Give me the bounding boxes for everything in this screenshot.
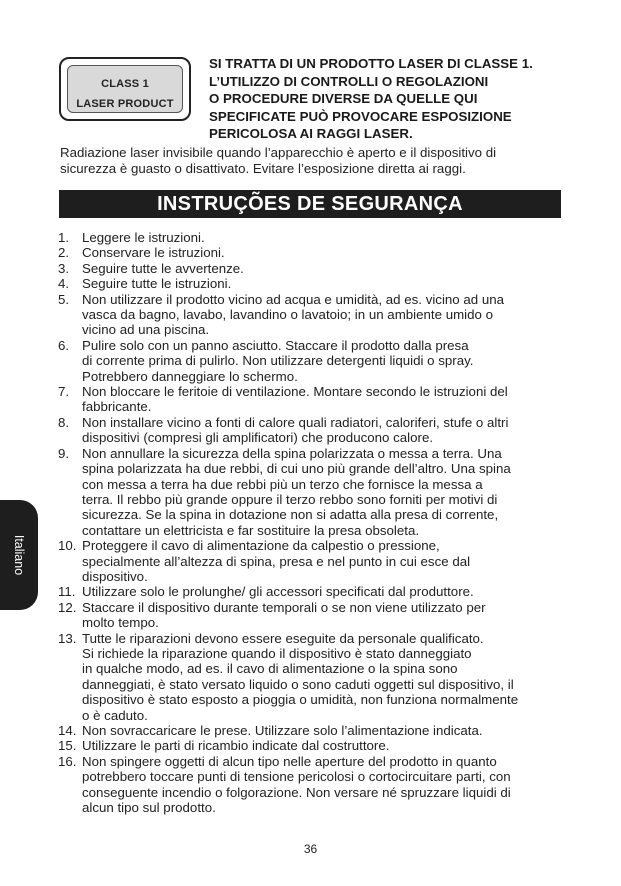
instruction-text-line: dispositivo è stato esposto a pioggia o umidità, non funziona normalmente xyxy=(82,692,519,708)
instruction-text-line: molto tempo. xyxy=(82,615,159,631)
instruction-item xyxy=(58,738,568,753)
radiation-line: sicurezza è guasto o disattivato. Evitare l’esposizione diretta ai raggi. xyxy=(60,161,466,176)
instruction-item xyxy=(58,276,568,291)
instruction-text-line: Non spingere oggetti di alcun tipo nelle aperture del prodotto in quanto xyxy=(82,753,497,769)
section-title-banner: INSTRUÇÕES DE SEGURANÇA xyxy=(59,190,561,218)
instruction-number: 10. xyxy=(58,538,77,554)
instruction-text-line: Pulire solo con un panno asciutto. Staccare il prodotto dalla presa xyxy=(82,337,469,353)
instruction-text-line: Leggere le istruzioni. xyxy=(82,230,205,245)
instruction-text-line: potrebbero toccare punti di tensione pericolosi o cortocircuitare parti, con xyxy=(82,769,511,785)
instruction-number: 7. xyxy=(58,384,70,400)
instruction-item xyxy=(58,338,568,384)
instruction-text-line: dispositivo. xyxy=(82,568,148,584)
instruction-text-line: Seguire tutte le istruzioni. xyxy=(82,276,232,292)
laser-warning-line: L’UTILIZZO DI CONTROLLI O REGOLAZIONI xyxy=(209,73,489,89)
instruction-text-line: Non bloccare le feritoie di ventilazione. Montare secondo le istruzioni del xyxy=(82,384,508,400)
instruction-text-line: Non sovraccaricare le prese. Utilizzare solo l’alimentazione indicata. xyxy=(82,723,483,738)
instruction-text-line: fabbricante. xyxy=(82,399,152,415)
instruction-text-line: di corrente prima di pulirlo. Non utilizzare detergenti liquidi o spray. xyxy=(82,353,474,369)
instruction-text-line: alcun tipo sul prodotto. xyxy=(82,800,216,816)
instruction-text-line: sicurezza. Se la spina in dotazione non si adatta alla presa di corrente, xyxy=(82,507,499,523)
instruction-text-line: Proteggere il cavo di alimentazione da calpestio o pressione, xyxy=(82,538,440,554)
safety-instructions-list xyxy=(58,230,568,815)
radiation-line: Radiazione laser invisibile quando l’apparecchio è aperto e il dispositivo di xyxy=(60,145,497,160)
instruction-item xyxy=(58,261,568,276)
instruction-item xyxy=(58,723,568,738)
instruction-item xyxy=(58,230,568,245)
instruction-item xyxy=(58,415,568,446)
laser-warning-line: PERICOLOSA AI RAGGI LASER. xyxy=(209,126,413,142)
instruction-text-line: Si richiede la riparazione quando il dispositivo è stato danneggiato xyxy=(82,645,472,661)
instruction-number: 15. xyxy=(58,738,77,754)
instruction-item xyxy=(58,600,568,631)
instruction-number: 2. xyxy=(58,245,70,261)
instruction-item xyxy=(58,584,568,599)
radiation-notice xyxy=(60,145,570,177)
laser-warning-line: SPECIFICATE PUÒ PROVOCARE ESPOSIZIONE xyxy=(209,108,512,124)
instruction-item xyxy=(58,538,568,584)
instruction-text-line: Non utilizzare il prodotto vicino ad acqua e umidità, ad es. vicino ad una xyxy=(82,291,505,307)
instruction-text-line: o è caduto. xyxy=(82,707,148,723)
instruction-text-line: in qualche modo, ad es. il cavo di alimentazione o la spina sono xyxy=(82,661,458,677)
instruction-text-line: Non installare vicino a fonti di calore quali radiatori, caloriferi, stufe o altri xyxy=(82,414,509,430)
instruction-text-line: vicino ad una piscina. xyxy=(82,322,210,338)
instruction-item xyxy=(58,754,568,816)
laser-warning-line: O PROCEDURE DIVERSE DA QUELLE QUI xyxy=(209,91,478,107)
instruction-number: 14. xyxy=(58,723,77,738)
laser-warning-line: SI TRATTA DI UN PRODOTTO LASER DI CLASSE 1. xyxy=(209,56,533,71)
instruction-text-line: specialmente all’altezza di spina, presa e nel punto in cui esce dal xyxy=(82,553,471,569)
instruction-text-line: vasca da bagno, lavabo, lavandino o lavatoio; in un ambiente umido o xyxy=(82,307,494,323)
laser-label-plate xyxy=(67,65,183,113)
laser-label-class: CLASS 1 xyxy=(101,78,149,90)
instruction-number: 9. xyxy=(58,445,70,461)
instruction-number: 13. xyxy=(58,630,77,646)
instruction-number: 5. xyxy=(58,291,70,307)
instruction-item xyxy=(58,631,568,723)
instruction-number: 6. xyxy=(58,337,70,353)
instruction-number: 4. xyxy=(58,276,70,292)
instruction-item xyxy=(58,384,568,415)
instruction-text-line: Staccare il dispositivo durante temporali o se non viene utilizzato per xyxy=(82,599,486,615)
instruction-text-line: Utilizzare le parti di ricambio indicate dal costruttore. xyxy=(82,738,390,754)
instruction-text-line: danneggiati, è stato versato liquido o sono caduti oggetti sul dispositivo, il xyxy=(82,676,514,692)
instruction-item xyxy=(58,292,568,338)
instruction-text-line: terra. Il rebbo più grande oppure il terzo rebbo sono forniti per motivi di xyxy=(82,491,498,507)
instruction-text-line: conseguente incendio o folgorazione. Non versare né spruzzare liquidi di xyxy=(82,784,511,800)
instruction-text-line: Potrebbero danneggiare lo schermo. xyxy=(82,368,298,384)
instruction-number: 3. xyxy=(58,260,70,276)
language-side-tab xyxy=(0,500,38,610)
instruction-text-line: spina polarizzata ha due rebbi, di cui uno più grande dell’altro. Una spina xyxy=(82,461,511,477)
laser-label-product: LASER PRODUCT xyxy=(76,98,174,110)
instruction-text-line: dispositivi (compresi gli amplificatori) che producono calore. xyxy=(82,430,434,446)
instruction-text-line: contattare un elettricista e far sostituire la presa obsoleta. xyxy=(82,522,420,538)
instruction-text-line: Seguire tutte le avvertenze. xyxy=(82,260,244,276)
laser-class-label xyxy=(59,57,191,121)
instruction-text-line: Conservare le istruzioni. xyxy=(82,245,225,261)
instruction-text-line: Utilizzare solo le prolunghe/ gli accessori specificati dal produttore. xyxy=(82,584,474,600)
instruction-text-line: con messa a terra ha due rebbi più un terzo che fornisce la messa a xyxy=(82,476,483,492)
instruction-number: 1. xyxy=(58,230,70,245)
instruction-text-line: Non annullare la sicurezza della spina polarizzata o messa a terra. Una xyxy=(82,445,502,461)
instruction-number: 12. xyxy=(58,599,77,615)
instruction-item xyxy=(58,446,568,538)
page-number: 36 xyxy=(303,842,318,856)
instruction-item xyxy=(58,245,568,260)
instruction-number: 16. xyxy=(58,753,77,769)
laser-warning xyxy=(209,55,579,143)
instruction-number: 11. xyxy=(58,584,76,600)
instruction-number: 8. xyxy=(58,414,70,430)
language-label: Italiano xyxy=(12,534,26,576)
instruction-text-line: Tutte le riparazioni devono essere eseguite da personale qualificato. xyxy=(82,630,484,646)
